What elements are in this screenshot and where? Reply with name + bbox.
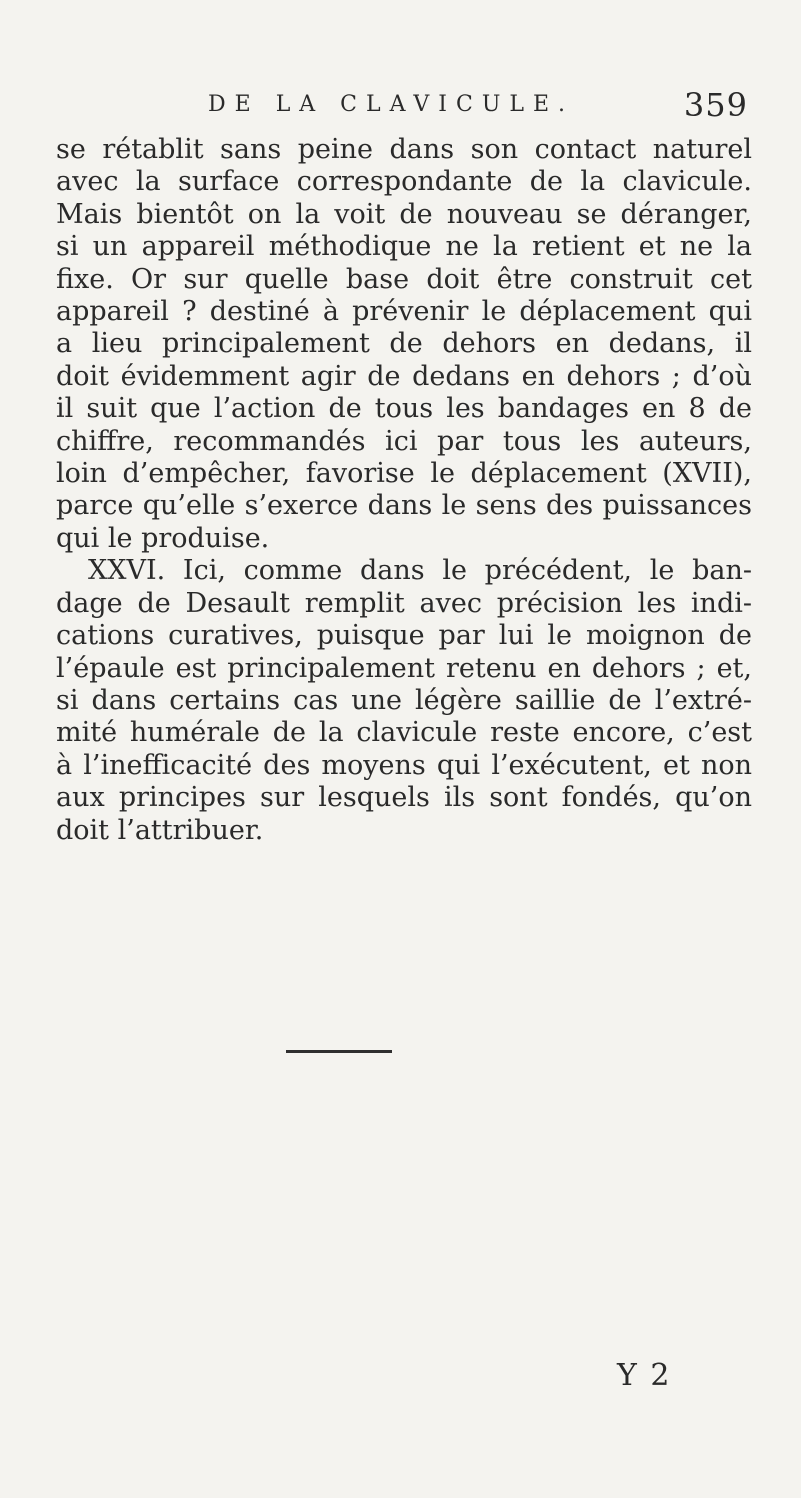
text-line: mité humérale de la clavicule reste encore, c’est: [56, 717, 752, 749]
text-line: se rétablit sans peine dans son contact naturel: [56, 134, 752, 165]
text-line: appareil ? destiné à prévenir le déplacement qui: [56, 296, 752, 328]
text-line: doit évidemment agir de dedans en dehors ; d’où: [56, 360, 752, 392]
running-title: DE LA CLAVICULE.: [208, 92, 575, 117]
text-line: dage de Desault remplit avec précision les indi-: [56, 587, 752, 619]
text-line: l’épaule est principalement retenu en dehors ; et,: [56, 652, 752, 684]
text-line: aux principes sur lesquels ils sont fondés, qu’on: [56, 782, 752, 814]
text-line: chiffre, recommandés ici par tous les auteurs,: [56, 425, 752, 457]
text-line: loin d’empêcher, favorise le déplacement (XVII),: [56, 458, 752, 490]
body-text: [56, 134, 752, 847]
text-line: parce qu’elle s’exerce dans le sens des puissances: [56, 490, 752, 522]
text-line: il suit que l’action de tous les bandages en 8 de: [56, 393, 752, 425]
text-line: si un appareil méthodique ne la retient et ne la: [56, 231, 752, 263]
text-line: avec la surface correspondante de la clavicule.: [56, 166, 752, 198]
text-line: si dans certains cas une légère saillie de l’extré-: [56, 684, 752, 716]
text-line: à l’inefficacité des moyens qui l’exécutent, et non: [56, 749, 752, 781]
page-number: 359: [683, 86, 748, 124]
running-header: [208, 86, 748, 124]
signature-mark: Y 2: [617, 1358, 672, 1393]
text-line: qui le produise.: [56, 522, 270, 554]
text-line: Mais bientôt on la voit de nouveau se déranger,: [56, 198, 752, 230]
paragraph-start: XXVI. Ici, comme dans le précédent, le ban-: [88, 555, 752, 587]
text-line: fixe. Or sur quelle base doit être construit cet: [56, 263, 752, 295]
text-line: doit l’attribuer.: [56, 814, 264, 846]
text-line: cations curatives, puisque par lui le moignon de: [56, 620, 752, 652]
section-rule: [286, 1050, 392, 1053]
text-line: a lieu principalement de dehors en dedans, il: [56, 328, 752, 360]
